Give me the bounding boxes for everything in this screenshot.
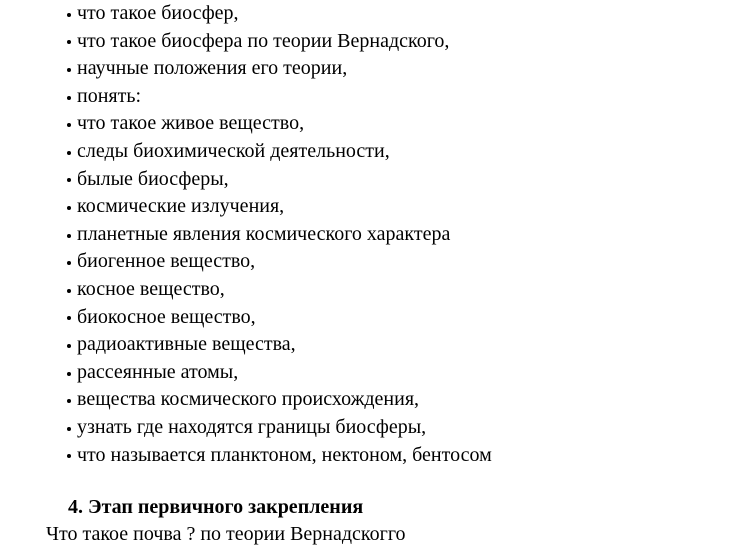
list-item [67, 28, 492, 56]
list-item [67, 386, 492, 414]
bullet-icon [67, 123, 71, 127]
bullet-icon [67, 206, 71, 210]
list-item-text: что называется планктоном, нектоном, бентосом [77, 443, 492, 466]
bullet-icon [67, 316, 71, 320]
list-item [67, 193, 492, 221]
list-item-text: косное вещество, [77, 277, 225, 300]
bullet-icon [67, 372, 71, 376]
bullet-icon [67, 151, 71, 155]
bullet-icon [67, 68, 71, 72]
list-item [67, 166, 492, 194]
bullet-icon [67, 96, 71, 100]
list-item-text: космические излучения, [77, 195, 285, 218]
list-item-text: что такое живое вещество, [77, 112, 305, 135]
bullet-icon [67, 344, 71, 348]
list-item-text: биокосное вещество, [77, 305, 256, 328]
list-item [67, 138, 492, 166]
question-text: Что такое почва ? по теории Вернадскогго [46, 523, 406, 545]
bullet-icon [67, 178, 71, 182]
list-item-text: что такое биосфер, [77, 2, 239, 24]
list-item-text: понять: [77, 84, 142, 107]
list-item-text: следы биохимической деятельности, [77, 139, 390, 162]
list-item-text: биогенное вещество, [77, 250, 256, 273]
section-heading: 4. Этап первичного закрепления [68, 496, 364, 518]
list-item-text: узнать где находятся границы биосферы, [77, 415, 427, 438]
bullet-list [67, 0, 492, 469]
list-item-text: вещества космического происхождения, [77, 388, 420, 411]
bullet-icon [67, 234, 71, 238]
list-item-text: рассеянные атомы, [77, 360, 239, 383]
list-item [67, 110, 492, 138]
list-item [67, 304, 492, 332]
list-item-text: былые биосферы, [77, 167, 229, 190]
bullet-icon [67, 40, 71, 44]
bullet-icon [67, 399, 71, 403]
list-item [67, 331, 492, 359]
list-item-text: научные положения его теории, [77, 57, 348, 80]
list-item [67, 248, 492, 276]
bullet-icon [67, 289, 71, 293]
list-item-text: планетные явления космического характера [77, 222, 451, 245]
list-item [67, 414, 492, 442]
list-item [67, 221, 492, 249]
bullet-icon [67, 427, 71, 431]
bullet-icon [67, 454, 71, 458]
list-item-text: радиоактивные вещества, [77, 333, 296, 356]
list-item [67, 55, 492, 83]
list-item [67, 276, 492, 304]
bullet-icon [67, 13, 71, 17]
list-item-text: что такое биосфера по теории Вернадского, [77, 29, 450, 52]
bullet-icon [67, 261, 71, 265]
list-item [67, 359, 492, 387]
list-item [67, 0, 492, 28]
list-item [67, 83, 492, 111]
list-item [67, 442, 492, 470]
